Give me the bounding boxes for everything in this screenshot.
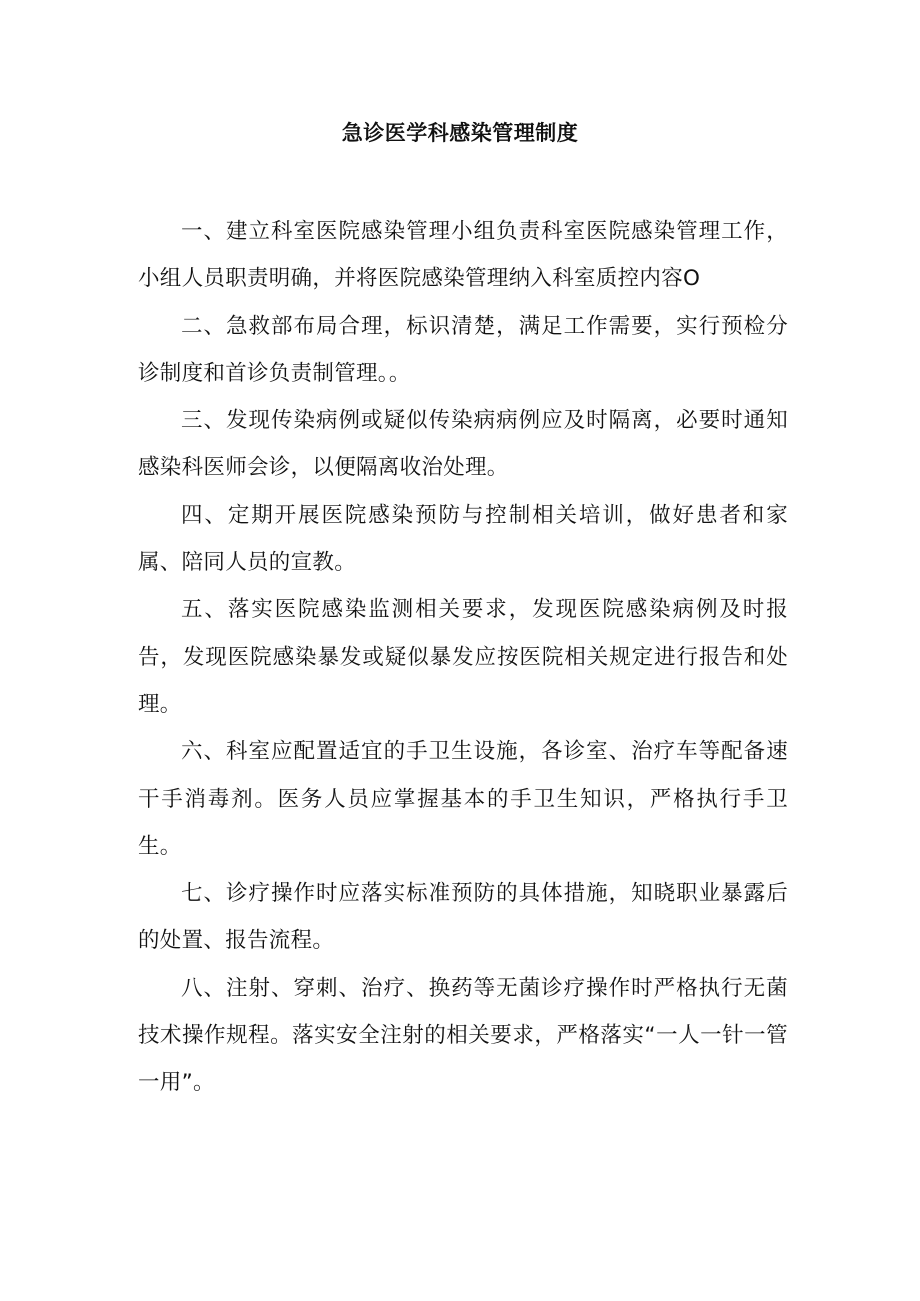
- paragraph-6: 六、科室应配置适宜的手卫生设施，各诊室、治疗车等配备速干手消毒剂。医务人员应掌握基本的手卫生知识，严格执行手卫生。: [138, 739, 788, 859]
- document-title: 急诊医学科感染管理制度: [341, 121, 579, 145]
- paragraph-4: 四、定期开展医院感染预防与控制相关培训，做好患者和家属、陪同人员的宣教。: [138, 502, 788, 576]
- paragraph-2: 二、急救部布局合理，标识清楚，满足工作需要，实行预检分诊制度和首诊负责制管理。。: [138, 313, 788, 386]
- paragraph-3: 三、发现传染病例或疑似传染病病例应及时隔离，必要时通知感染科医师会诊，以便隔离收治处理。: [138, 408, 788, 481]
- paragraph-8: 八、注射、穿刺、治疗、换药等无菌诊疗操作时严格执行无菌技术操作规程。落实安全注射的相关要求，严格落实“一人一针一管一用”。: [138, 975, 788, 1096]
- document-body: [138, 208, 788, 1107]
- paragraph-7: 七、诊疗操作时应落实标准预防的具体措施，知晓职业暴露后的处置、报告流程。: [138, 881, 788, 954]
- paragraph-1: 一、建立科室医院感染管理小组负责科室医院感染管理工作，小组人员职责明确，并将医院感染管理纳入科室质控内容O: [138, 219, 788, 292]
- paragraph-5: 五、落实医院感染监测相关要求，发现医院感染病例及时报告，发现医院感染暴发或疑似暴发应按医院相关规定进行报告和处理。: [138, 597, 788, 717]
